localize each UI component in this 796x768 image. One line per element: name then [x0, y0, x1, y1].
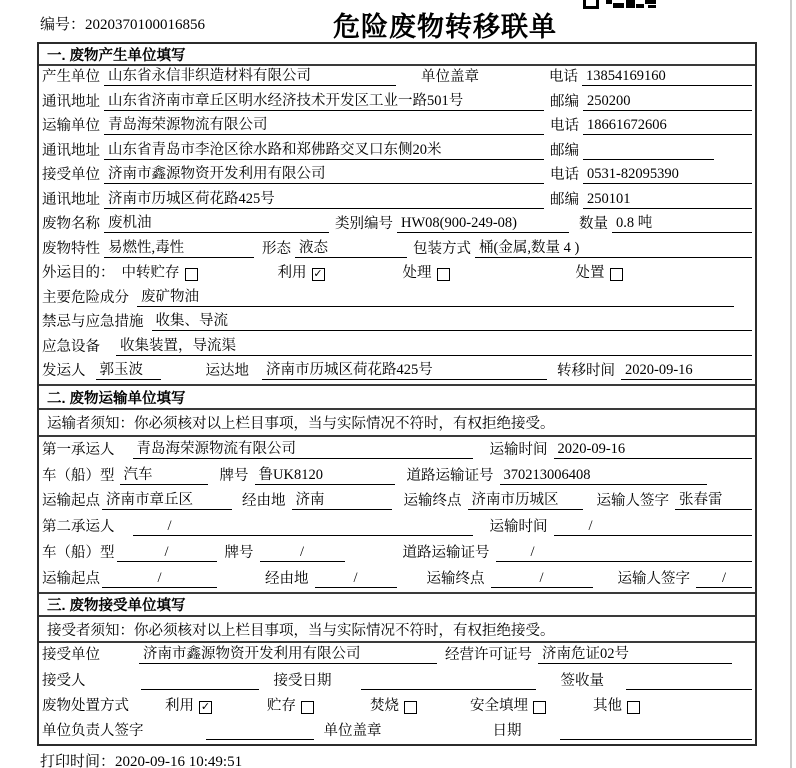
- disposal-option-other: 其他: [593, 697, 622, 714]
- road-license-label: 道路运输证号: [406, 467, 494, 484]
- date-value: [560, 723, 753, 740]
- disposal-option-utilize: 利用: [165, 697, 194, 714]
- destination-value: 济南市历城区荷花路425号: [262, 362, 547, 380]
- hazard-label: 主要危险成分: [42, 289, 129, 306]
- disposal-option-incinerate: 焚烧: [370, 697, 399, 714]
- transporter-phone-value: 18661672606: [583, 117, 752, 135]
- address-label: 通讯地址: [42, 93, 100, 110]
- consignor-value: 郭玉波: [96, 362, 161, 380]
- disposal-option-storage: 贮存: [267, 697, 296, 714]
- carrier1-via-value: 济南: [292, 492, 392, 510]
- section1-header: 一. 废物产生单位填写: [39, 44, 755, 66]
- carrier1-label: 第一承运人: [42, 441, 115, 458]
- packing-label: 包装方式: [413, 240, 471, 257]
- acceptor-value: [141, 673, 259, 690]
- producer-zip-value: 250200: [583, 93, 752, 111]
- carrier2-sign-value: /: [696, 570, 752, 588]
- row-receiver: [39, 164, 755, 188]
- form-value: 液态: [295, 240, 407, 258]
- chief-sign-value: [206, 723, 314, 740]
- address-label: 通讯地址: [42, 142, 100, 159]
- received-qty-value: [626, 673, 752, 690]
- zip-label: 邮编: [550, 142, 579, 159]
- page-title: 危险废物转移联单: [333, 12, 557, 42]
- transport-time-label: 运输时间: [489, 441, 548, 458]
- phone-label: 电话: [550, 167, 579, 184]
- row-carrier2-route: [39, 566, 755, 592]
- document-number-label: 编号：: [40, 17, 86, 33]
- purpose-label: 外运目的：: [42, 265, 115, 282]
- disposal-label: 废物处置方式: [42, 697, 129, 714]
- checkbox-disposal-other: [627, 701, 640, 714]
- receiver-address-value: 济南市历城区荷花路425号: [104, 191, 544, 209]
- checkbox-disposal-incinerate: [404, 701, 417, 714]
- accept-date-value: [361, 673, 536, 690]
- check-mark: ✓: [313, 267, 323, 281]
- purpose-option-transfer-storage: 中转贮存: [121, 265, 180, 282]
- row-carrier1-route: [39, 489, 755, 515]
- zip-label: 邮编: [550, 93, 579, 110]
- section3-notice: 接受者须知：你必须核对以上栏目事项，当与实际情况不符时，有权拒绝接受。: [39, 617, 755, 643]
- transporter-label: 运输单位: [42, 118, 100, 135]
- carrier2-vehicle-value: /: [117, 544, 217, 562]
- received-qty-label: 签收量: [560, 672, 604, 689]
- origin-label: 运输起点: [42, 570, 100, 587]
- category-label: 类别编号: [335, 216, 393, 233]
- sign-label: 运输人签字: [617, 570, 690, 587]
- phone-label: 电话: [549, 69, 578, 86]
- vehicle-label: 车（船）型: [42, 467, 115, 484]
- equipment-label: 应急设备: [42, 338, 100, 355]
- qr-code-fragment: [582, 0, 658, 11]
- form-label: 形态: [262, 240, 291, 257]
- carrier1-end-value: 济南市历城区: [468, 492, 583, 510]
- seal-label: 单位盖章: [323, 723, 382, 739]
- permit-label: 经营许可证号: [445, 647, 532, 664]
- zip-label: 邮编: [550, 191, 579, 208]
- quantity-value: 0.8 吨: [612, 215, 752, 233]
- row-disposal: [39, 694, 755, 719]
- emergency-value: 收集、导流: [152, 313, 753, 331]
- checkbox-disposal-storage: [301, 701, 314, 714]
- transfer-date-label: 转移时间: [557, 363, 615, 380]
- row-consignor: [39, 360, 755, 384]
- accept-date-label: 接受日期: [273, 672, 332, 689]
- plate-label: 牌号: [224, 545, 254, 562]
- checkbox-treat: [437, 268, 450, 281]
- origin-label: 运输起点: [42, 493, 100, 510]
- checkbox-utilize-checked: [312, 268, 325, 281]
- carrier2-license-value: /: [496, 544, 753, 562]
- producer-label: 产生单位: [42, 69, 100, 86]
- carrier1-sign-value: 张春雷: [675, 492, 752, 510]
- waste-name-label: 废物名称: [42, 216, 100, 233]
- producer-phone-value: 13854169160: [582, 68, 752, 86]
- check-mark: ✓: [200, 699, 211, 713]
- via-label: 经由地: [242, 493, 286, 510]
- receiver-zip-value: 250101: [583, 191, 752, 209]
- section3-body: [39, 643, 755, 744]
- transporter-value: 青岛海荣源物流有限公司: [104, 117, 544, 135]
- hazard-value: 废矿物油: [137, 289, 734, 307]
- packing-value: 桶(金属,数量 4 ): [475, 240, 752, 258]
- permit-value: 济南危证02号: [538, 646, 732, 664]
- carrier2-label: 第二承运人: [42, 519, 115, 536]
- carrier2-value: /: [133, 518, 473, 536]
- producer-value: 山东省永信非织造材料有限公司: [104, 68, 396, 86]
- checkbox-disposal-landfill: [533, 701, 546, 714]
- row-equipment: [39, 335, 755, 359]
- row-producer-address: [39, 90, 755, 114]
- row-purpose: [39, 262, 755, 286]
- row-carrier2: [39, 514, 755, 540]
- category-value: HW08(900-249-08): [397, 215, 569, 233]
- accept-unit-value: 济南市鑫源物资开发利用有限公司: [139, 646, 437, 664]
- disposal-option-landfill: 安全填埋: [470, 697, 528, 714]
- purpose-option-utilize: 利用: [277, 265, 307, 282]
- purpose-option-treat: 处理: [402, 265, 432, 282]
- row-accept-unit: [39, 643, 755, 668]
- print-time-value: 2020-09-16 10:49:51: [115, 754, 243, 768]
- section2-header: 二. 废物运输单位填写: [39, 384, 755, 410]
- row-hazard: [39, 286, 755, 310]
- carrier2-via-value: /: [315, 570, 397, 588]
- manifest-form-table: [37, 42, 757, 746]
- carrier2-origin-value: /: [102, 570, 217, 588]
- via-label: 经由地: [265, 570, 309, 587]
- characteristics-value: 易燃性,毒性: [104, 240, 254, 258]
- section2-notice: 运输者须知：你必须核对以上栏目事项，当与实际情况不符时，有权拒绝接受。: [39, 410, 755, 437]
- page-edge-line: [790, 0, 792, 768]
- row-transporter-address: [39, 139, 755, 163]
- row-producer: [39, 66, 755, 90]
- carrier2-plate-value: /: [260, 544, 345, 562]
- date-label: 日期: [492, 723, 522, 739]
- seal-label: 单位盖章: [421, 69, 479, 86]
- row-carrier1: [39, 437, 755, 463]
- print-time-label: 打印时间：: [40, 754, 116, 768]
- row-carrier2-vehicle: [39, 540, 755, 566]
- section2-body: [39, 437, 755, 592]
- carrier1-license-value: 370213006408: [500, 467, 708, 485]
- carrier1-vehicle-value: 汽车: [120, 467, 208, 485]
- destination-label: 运达地: [205, 363, 249, 380]
- print-time: [40, 750, 242, 768]
- row-chief-sign: [39, 719, 755, 744]
- row-emergency: [39, 311, 755, 335]
- characteristics-label: 废物特性: [42, 240, 100, 257]
- sign-label: 运输人签字: [596, 493, 669, 510]
- document-number: [40, 13, 205, 34]
- quantity-label: 数量: [579, 216, 608, 233]
- row-carrier1-vehicle: [39, 463, 755, 489]
- carrier1-origin-value: 济南市章丘区: [102, 492, 232, 510]
- emergency-label: 禁忌与应急措施: [42, 314, 144, 331]
- document-number-value: 2020370100016856: [85, 17, 206, 33]
- receiver-value: 济南市鑫源物资开发利用有限公司: [104, 166, 544, 184]
- terminal-label: 运输终点: [403, 493, 462, 510]
- section1-body: [39, 66, 755, 384]
- transfer-date-value: 2020-09-16: [621, 362, 752, 380]
- waste-name-value: 废机油: [104, 215, 329, 233]
- checkbox-transfer-storage: [185, 268, 198, 281]
- row-waste-name: [39, 213, 755, 237]
- section3-header: 三. 废物接受单位填写: [39, 592, 755, 617]
- carrier1-plate-value: 鲁UK8120: [255, 467, 395, 485]
- terminal-label: 运输终点: [426, 570, 485, 587]
- receiver-phone-value: 0531-82095390: [583, 166, 752, 184]
- road-license-label: 道路运输证号: [402, 545, 490, 562]
- acceptor-label: 接受人: [42, 672, 86, 689]
- transporter-zip-value: [583, 143, 714, 160]
- phone-label: 电话: [550, 118, 579, 135]
- purpose-option-dispose: 处置: [575, 265, 605, 282]
- carrier2-time-value: /: [554, 518, 753, 536]
- checkbox-dispose: [610, 268, 623, 281]
- carrier2-end-value: /: [491, 570, 593, 588]
- address-label: 通讯地址: [42, 191, 100, 208]
- row-characteristics: [39, 237, 755, 261]
- row-receiver-address: [39, 188, 755, 212]
- checkbox-disposal-utilize-checked: [199, 701, 212, 714]
- accept-unit-label: 接受单位: [42, 647, 100, 664]
- carrier1-value: 青岛海荣源物流有限公司: [133, 441, 473, 459]
- vehicle-label: 车（船）型: [42, 545, 115, 562]
- receiver-label: 接受单位: [42, 167, 100, 184]
- plate-label: 牌号: [219, 467, 249, 484]
- transporter-address-value: 山东省青岛市李沧区徐水路和郑佛路交叉口东侧20米: [104, 142, 544, 160]
- producer-address-value: 山东省济南市章丘区明水经济技术开发区工业一路501号: [104, 93, 544, 111]
- consignor-label: 发运人: [42, 363, 86, 380]
- row-acceptor: [39, 668, 755, 693]
- chief-sign-label: 单位负责人签字: [42, 723, 144, 739]
- transport-time-label: 运输时间: [489, 519, 548, 536]
- carrier1-time-value: 2020-09-16: [554, 441, 753, 459]
- equipment-value: 收集装置，导流渠: [116, 338, 752, 356]
- row-transporter: [39, 115, 755, 139]
